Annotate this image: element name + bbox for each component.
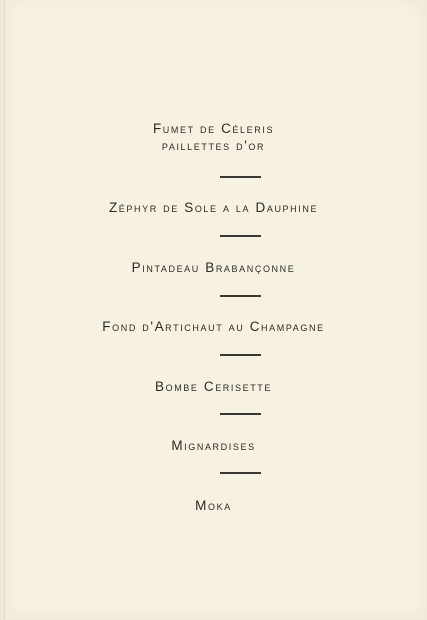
menu-course-2 xyxy=(0,199,427,216)
menu-divider xyxy=(220,176,261,178)
menu-course-6 xyxy=(0,437,427,454)
menu-course-5-line-1: Bombe Cerisette xyxy=(154,379,272,394)
menu-divider xyxy=(220,354,261,356)
menu-divider xyxy=(220,235,261,237)
menu-course-1-line-2: paillettes d'or xyxy=(161,138,266,153)
menu-course-7-line-1: Moka xyxy=(195,498,232,513)
menu-course-4-line-1: Fond d'Artichaut au Champagne xyxy=(102,319,325,334)
menu-course-5 xyxy=(0,378,427,395)
menu-course-2-line-1: Zéphyr de Sole a la Dauphine xyxy=(108,200,319,215)
menu-course-3 xyxy=(0,259,427,276)
menu-course-1-line-1: Fumet de Céleris xyxy=(152,121,275,136)
menu-course-6-line-1: Mignardises xyxy=(171,438,256,453)
menu-divider xyxy=(220,413,261,415)
menu-course-4 xyxy=(0,318,427,335)
menu-course-7 xyxy=(0,497,427,514)
menu-divider xyxy=(220,472,261,474)
menu-course-3-line-1: Pintadeau Brabançonne xyxy=(131,260,296,275)
menu-course-1 xyxy=(0,120,427,154)
menu-divider xyxy=(220,295,261,297)
menu-card xyxy=(4,0,426,619)
